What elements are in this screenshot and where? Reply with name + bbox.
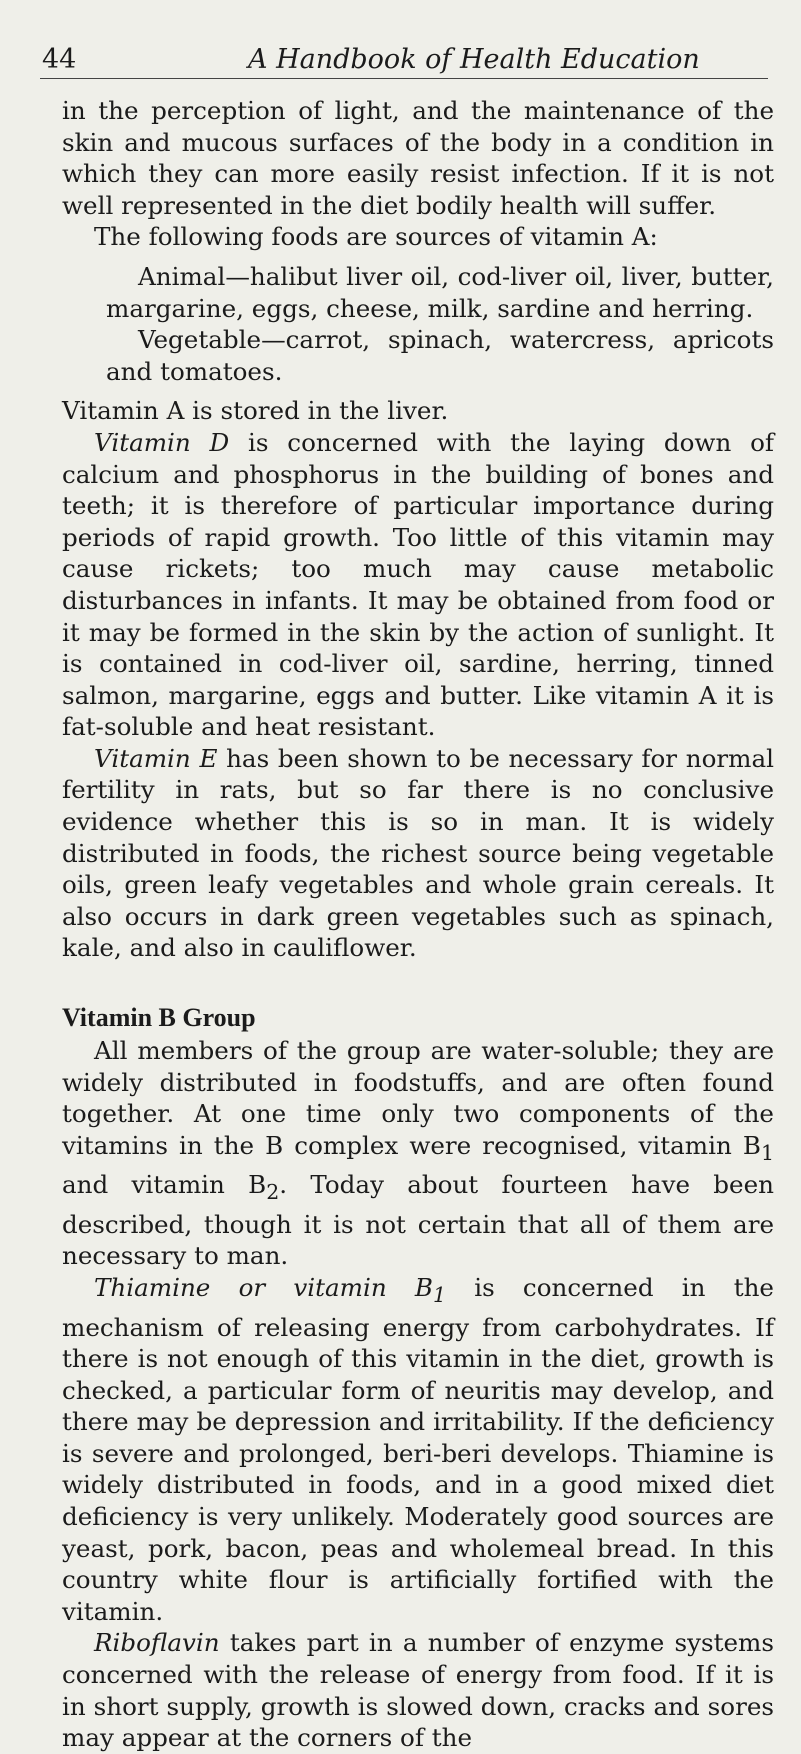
b-group-text-c: . Today about fourteen have been described, though it is not certain that all of them are necessary to man. [62, 1170, 774, 1271]
b-group-text-b: and vitamin B [62, 1170, 267, 1200]
body-text [62, 95, 774, 1754]
paragraph-vitamin-d-text: is concerned with the laying down of calcium and phosphorus in the building of bones and teeth; it is therefore of particular importance during periods of rapid growth. Too little of this vitamin may cause rickets; too much may cause metabolic disturbances in infants. It may be obtained from food or it may be formed in the skin by the action of sunlight. It is contained in cod-liver oil, sardine, herring, tinned salmon, margarine, eggs and butter. Like vitamin A it is fat-soluble and heat resistant. [62, 427, 774, 742]
b-group-text-a: All members of the group are water-soluble; they are widely distributed in foodstuffs, and are often found together. At one time only two components of the vitamins in the B complex were recognised, vitamin B [62, 1036, 774, 1160]
section-heading: Vitamin B Group [62, 1003, 256, 1033]
paragraph-thiamine-text: is concerned in the mechanism of releasing energy from carbohydrates. If there is not enough of this vitamin in the diet, growth is checked, a particular form of neuritis may develop, and there may be depression and irritability. If the deficiency is severe and prolonged, beri-beri develops. Thiamine is widely distributed in foods, and in a good mixed diet deficiency is very unlikely. Moderately good sources are yeast, pork, bacon, peas and wholemeal bread. In this country white flour is artificially fortified with the vitamin. [62, 1273, 774, 1626]
page-header [0, 36, 801, 76]
paragraph-continuation: in the perception of light, and the maintenance of the skin and mucous surfaces of the body in a condition in which they can more easily resist infection. If it is not well represented in the diet bodily health will suffer. [62, 96, 774, 220]
term-vitamin-d: Vitamin D [94, 427, 230, 457]
term-riboflavin: Riboflavin [94, 1628, 220, 1658]
paragraph-riboflavin-text: takes part in a number of enzyme systems concerned with the release of energy from food. If it is in short supply, growth is slowed down, cracks and sores may appear at the corners of the [62, 1628, 774, 1753]
term-thiamine [94, 1273, 447, 1307]
paragraph-vitamin-e [62, 743, 774, 964]
paragraph-vitamin-d [62, 427, 774, 743]
list-item-animal-sources: Animal—halibut liver oil, cod-liver oil, liver, butter, margarine, eggs, cheese, milk, sardine and herring. [106, 261, 774, 323]
running-title: A Handbook of Health Education [248, 44, 700, 75]
paragraph-sources-intro: The following foods are sources of vitamin A: [94, 222, 658, 252]
page-number: 44 [42, 44, 77, 75]
header-rule [40, 78, 768, 79]
subscript-1: 1 [760, 1140, 774, 1165]
paragraph-vitamin-a-storage: Vitamin A is stored in the liver. [62, 396, 449, 426]
paragraph-riboflavin [62, 1627, 774, 1753]
term-thiamine-text: Thiamine or vitamin B [94, 1273, 433, 1302]
list-item-vegetable-sources: Vegetable—carrot, spinach, watercress, apricots and tomatoes. [106, 325, 774, 386]
paragraph-thiamine [62, 1272, 774, 1627]
subscript-2: 2 [266, 1180, 280, 1205]
paragraph-b-group [62, 1035, 774, 1272]
term-vitamin-e: Vitamin E [94, 743, 218, 773]
subscript-thiamine: 1 [432, 1282, 447, 1307]
paragraph-vitamin-e-text: has been shown to be necessary for normal fertility in rats, but so far there is no conclusive evidence whether this is so in man. It is widely distributed in foods, the richest source being vegetable oils, green leafy vegetables and whole grain cereals. It also occurs in dark green vegetables such as spinach, kale, and also in cauliflower. [62, 743, 774, 963]
